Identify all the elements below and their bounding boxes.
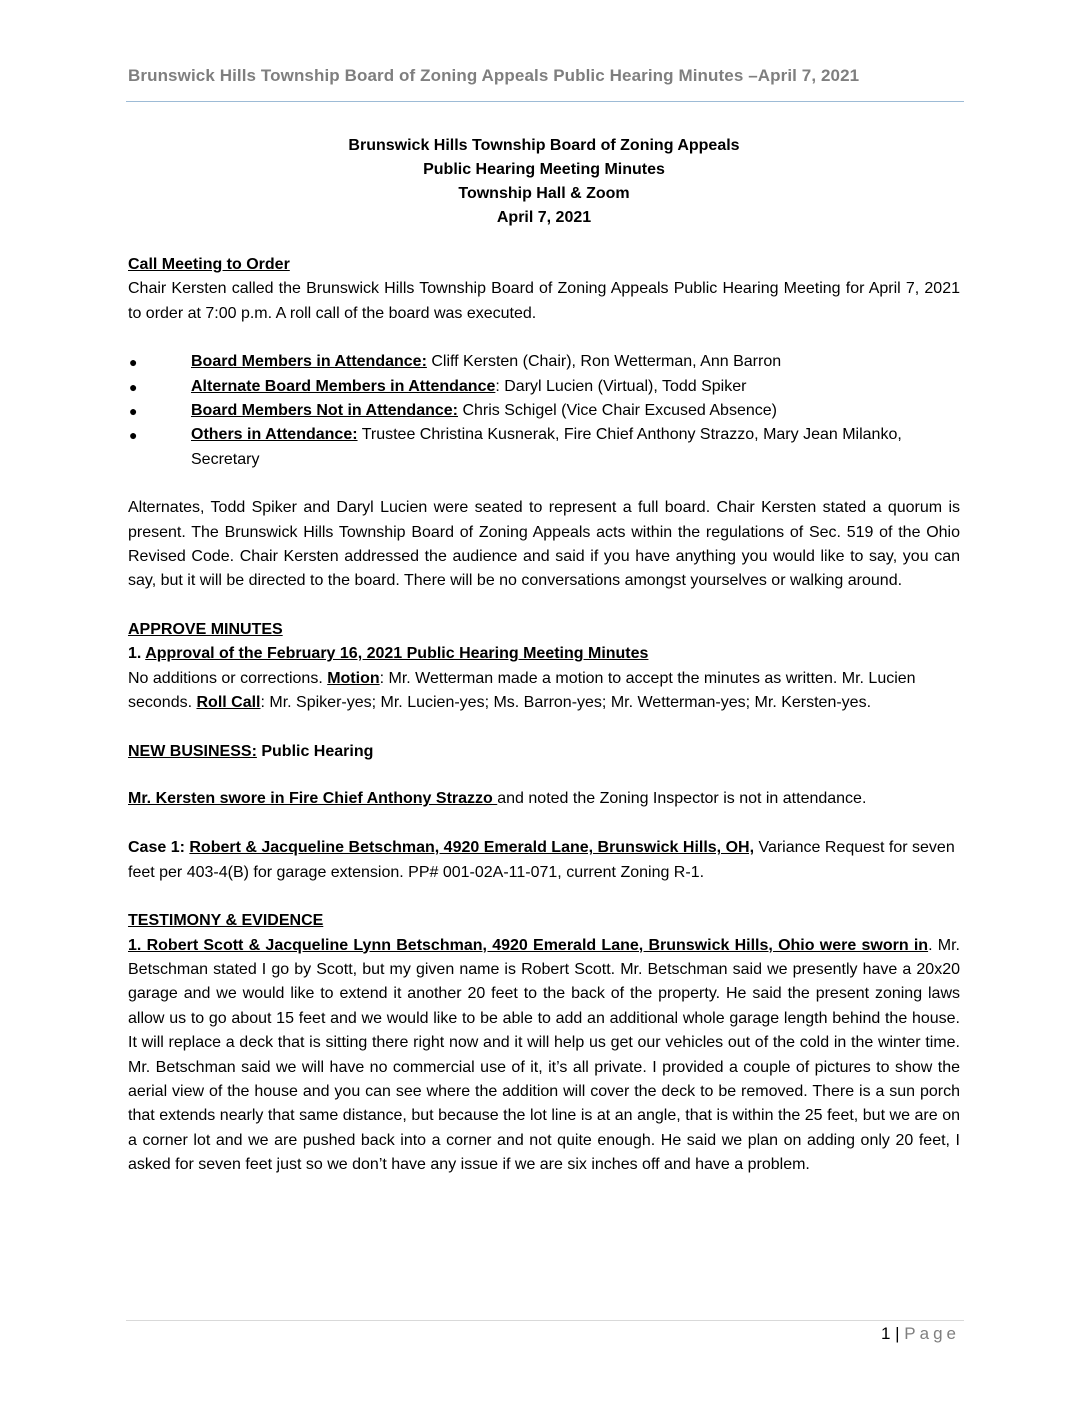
approval-item-label: Approval of the February 16, 2021 Public Hearing Meeting Minutes [145,645,649,663]
alternates-paragraph: Alternates, Todd Spiker and Daryl Lucien were seated to represent a full board. Chair Kersten stated a quorum is present. The Brunswick Hills Township Board of Zoning Appeals acts within the regulations of Sec. 519 of the Ohio Revised Code. Chair Kersten addressed the audience and said if you have anything you would like to say, you can say, but it will be directed to the board. There will be no conversations amongst yourselves or walking around. [128,499,960,590]
swearing-in-rest: and noted the Zoning Inspector is not in attendance. [497,789,867,807]
new-business-heading [128,740,960,764]
approval-text [128,667,960,716]
bullet-icon: ● [129,427,138,444]
attendance-item-others [128,423,960,472]
swearing-in-text [128,787,960,811]
case-1-text [128,836,960,885]
testimony-text [128,934,960,1178]
approval-item-number: 1. [128,645,146,663]
page-separator: | [890,1324,905,1343]
motion-text: : Mr. Wetterman made a motion to accept the minutes as written. Mr. Lucien seconds. [128,669,916,712]
document-body [128,134,960,1178]
approve-minutes-heading: APPROVE MINUTES [128,620,283,638]
attendance-text: : Daryl Lucien (Virtual), Todd Spiker [495,377,747,395]
title-line-1: Brunswick Hills Township Board of Zoning Appeals [348,137,740,154]
page-footer [881,1324,960,1344]
approval-item-title [128,642,960,666]
attendance-text: Chris Schigel (Vice Chair Excused Absence) [458,402,777,420]
case-applicant: Robert & Jacqueline Betschman, 4920 Emerald Lane, Brunswick Hills, OH, [189,839,755,857]
roll-call-text: : Mr. Spiker-yes; Mr. Lucien-yes; Ms. Barron-yes; Mr. Wetterman-yes; Mr. Kersten-yes. [260,694,872,712]
footer-divider [126,1320,964,1321]
attendance-list [128,350,960,472]
witness-sworn-in: 1. Robert Scott & Jacqueline Lynn Betschman, 4920 Emerald Lane, Brunswick Hills, Ohio were sworn in [128,936,929,954]
testimony-body: Mr. Betschman stated I go by Scott, but my given name is Robert Scott. Mr. Betschman said we presently have a 20x20 garage and we would like to extend it another 20 feet to the back of the property. He said the present zoning laws allow us to go about 15 feet and we would like to be able to add an additional whole garage length behind the house. It will replace a deck that is sitting there right now and it will help us get our vehicles out of the cold in the winter time. Mr. Betschman said we will have no commercial use of it, it’s all private. I provided a couple of pictures to show the aerial view of the house and you can see where the addition will cover the deck to be removed. There is a sun porch that extends nearly that same distance, but because the lot line is at an angle, that is within the 25 feet, but we are on a corner lot and we are pushed back into a corner and not quite enough. He said we plan on adding only 20 feet, I asked for seven feet just so we don’t have any issue if we are six inches off and have a problem. [128,936,960,1174]
attendance-item-alternates [128,375,960,399]
attendance-item-board-members [128,350,960,374]
testimony-heading: TESTIMONY & EVIDENCE [128,912,324,930]
attendance-item-not-attending [128,399,960,423]
bullet-icon: ● [129,354,138,371]
title-block [128,134,960,230]
new-business-subheading: Public Hearing [256,742,374,760]
swearing-in-label: Mr. Kersten swore in Fire Chief Anthony Strazzo [128,789,498,807]
motion-label: Motion [327,669,380,687]
title-line-3: Township Hall & Zoom [458,185,630,202]
attendance-label: Others in Attendance: [191,426,358,444]
attendance-label: Board Members in Attendance: [191,353,427,371]
call-to-order-text: Chair Kersten called the Brunswick Hills Township Board of Zoning Appeals Public Hearing Meeting for April 7, 2021 to order at 7:00 p.m. A roll call of the board was executed. [128,280,960,322]
case-label: Case 1: [128,839,190,857]
attendance-label: Alternate Board Members in Attendance [191,377,496,395]
attendance-text: Cliff Kersten (Chair), Ron Wetterman, Ann Barron [426,353,782,371]
approval-text-part: No additions or corrections. [128,669,328,687]
attendance-text: Trustee Christina Kusnerak, Fire Chief Anthony Strazzo, Mary Jean Milanko, Secretary [191,426,902,468]
page-label: Page [904,1324,960,1343]
title-line-4: April 7, 2021 [496,209,592,226]
attendance-label: Board Members Not in Attendance: [191,402,458,420]
new-business-label: NEW BUSINESS: [128,742,257,760]
roll-call-label: Roll Call [196,694,261,712]
call-to-order-heading: Call Meeting to Order [128,256,290,273]
case-description: Variance Request for seven feet per 403-4(B) for garage extension. PP# 001-02A-11-071, current Zoning R-1. [128,839,955,881]
bullet-icon: ● [129,378,138,395]
running-header: Brunswick Hills Township Board of Zoning Appeals Public Hearing Minutes –April 7, 2021 [128,66,860,85]
witness-period: . [928,936,933,954]
page-number: 1 [880,1324,891,1343]
title-line-2: Public Hearing Meeting Minutes [423,161,665,178]
bullet-icon: ● [129,403,138,420]
header-divider [126,101,964,102]
